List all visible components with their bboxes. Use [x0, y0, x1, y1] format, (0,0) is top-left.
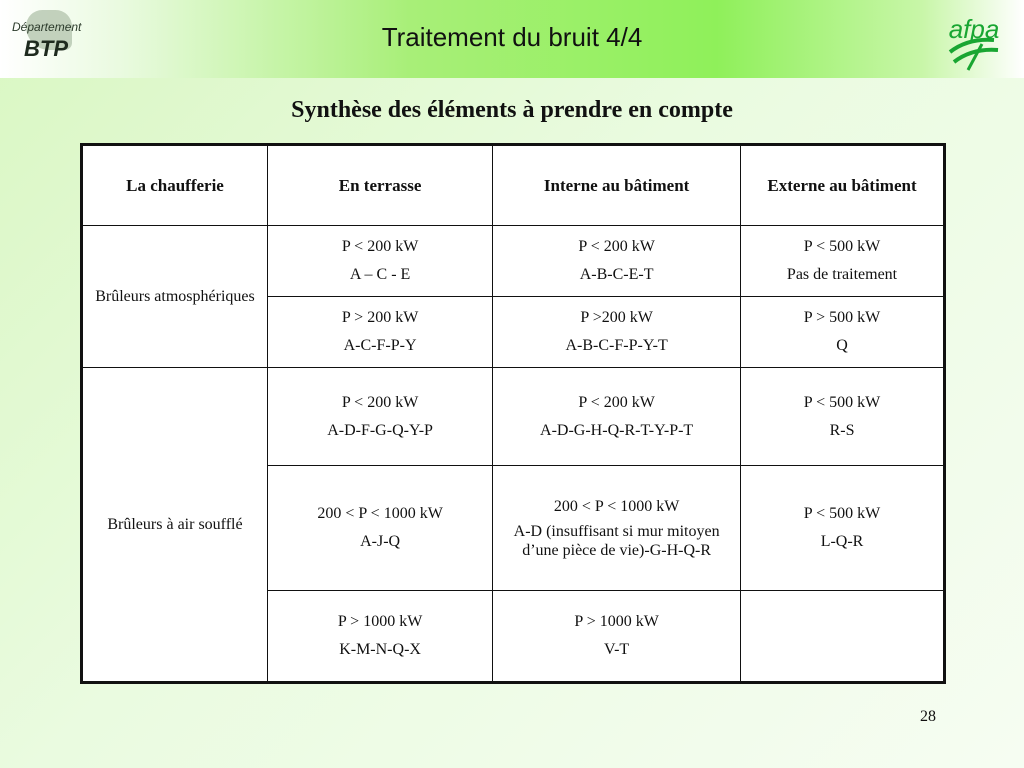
cell-condition: 200 < P < 1000 kW — [553, 497, 680, 515]
table-cell-empty — [741, 591, 945, 683]
table-cell — [493, 368, 741, 466]
cell-codes: A-B-C-F-P-Y-T — [565, 337, 668, 354]
cell-codes: A-D-G-H-Q-R-T-Y-P-T — [540, 421, 694, 439]
cell-condition: P < 500 kW — [803, 505, 881, 522]
cell-codes: K-M-N-Q-X — [339, 641, 421, 658]
cell-codes: Q — [836, 337, 848, 354]
header-cell: Externe au bâtiment — [741, 145, 945, 226]
cell-codes: Pas de traitement — [786, 266, 898, 283]
cell-condition: P > 200 kW — [341, 309, 419, 326]
table-row — [82, 226, 945, 297]
slide-title: Traitement du bruit 4/4 — [381, 22, 643, 52]
table-header-row — [82, 145, 945, 226]
cell-condition: P < 200 kW — [341, 393, 419, 411]
cell-codes: V-T — [604, 641, 630, 658]
table-cell — [493, 297, 741, 368]
afpa-logo — [938, 8, 1010, 72]
synthesis-table — [80, 143, 946, 684]
cell-codes: A-D-F-G-Q-Y-P — [327, 421, 433, 439]
cell-condition: P < 200 kW — [578, 238, 655, 255]
cell-codes: A – C - E — [349, 266, 411, 283]
logo-left-line1: Département — [12, 20, 82, 34]
cell-condition: P > 1000 kW — [574, 613, 659, 630]
table-cell — [741, 466, 945, 591]
table-subtitle: Synthèse des éléments à prendre en compte — [291, 97, 733, 123]
header-cell: Interne au bâtiment — [493, 145, 741, 226]
logo-left-line2: BTP — [24, 36, 68, 61]
table-cell — [267, 368, 492, 466]
cell-codes: A-B-C-E-T — [579, 266, 654, 283]
cell-condition: P < 500 kW — [803, 238, 881, 255]
afpa-logo-text: afpa — [948, 14, 1000, 44]
cell-codes: A-D (insuffisant si mur mitoyen d’une pièce de vie)-G-H-Q-R — [513, 522, 720, 559]
table-cell — [741, 297, 945, 368]
cell-condition: P > 500 kW — [803, 309, 881, 326]
cell-codes: R-S — [829, 421, 855, 439]
page-number: 28 — [920, 708, 936, 725]
table-cell — [493, 591, 741, 683]
row-group-label: Brûleurs atmosphériques — [82, 226, 268, 368]
cell-codes: L-Q-R — [820, 533, 864, 550]
row-group-label: Brûleurs à air soufflé — [82, 368, 268, 683]
cell-condition: P < 200 kW — [578, 393, 655, 411]
cell-condition: P >200 kW — [580, 309, 653, 326]
table-cell — [741, 226, 945, 297]
table-cell — [267, 466, 492, 591]
cell-condition: P < 500 kW — [803, 393, 881, 411]
cell-condition: P < 200 kW — [341, 238, 419, 255]
header-bar — [0, 0, 1024, 78]
header-cell: La chaufferie — [82, 145, 268, 226]
cell-codes: A-C-F-P-Y — [343, 337, 417, 354]
table-cell — [267, 591, 492, 683]
cell-condition: P > 1000 kW — [337, 613, 423, 630]
table-cell — [741, 368, 945, 466]
cell-condition: 200 < P < 1000 kW — [317, 505, 443, 522]
header-cell: En terrasse — [267, 145, 492, 226]
cell-codes: A-J-Q — [360, 533, 401, 550]
table-cell — [267, 226, 492, 297]
table-cell — [493, 226, 741, 297]
table-row — [82, 368, 945, 466]
table-cell — [267, 297, 492, 368]
table-cell — [493, 466, 741, 591]
